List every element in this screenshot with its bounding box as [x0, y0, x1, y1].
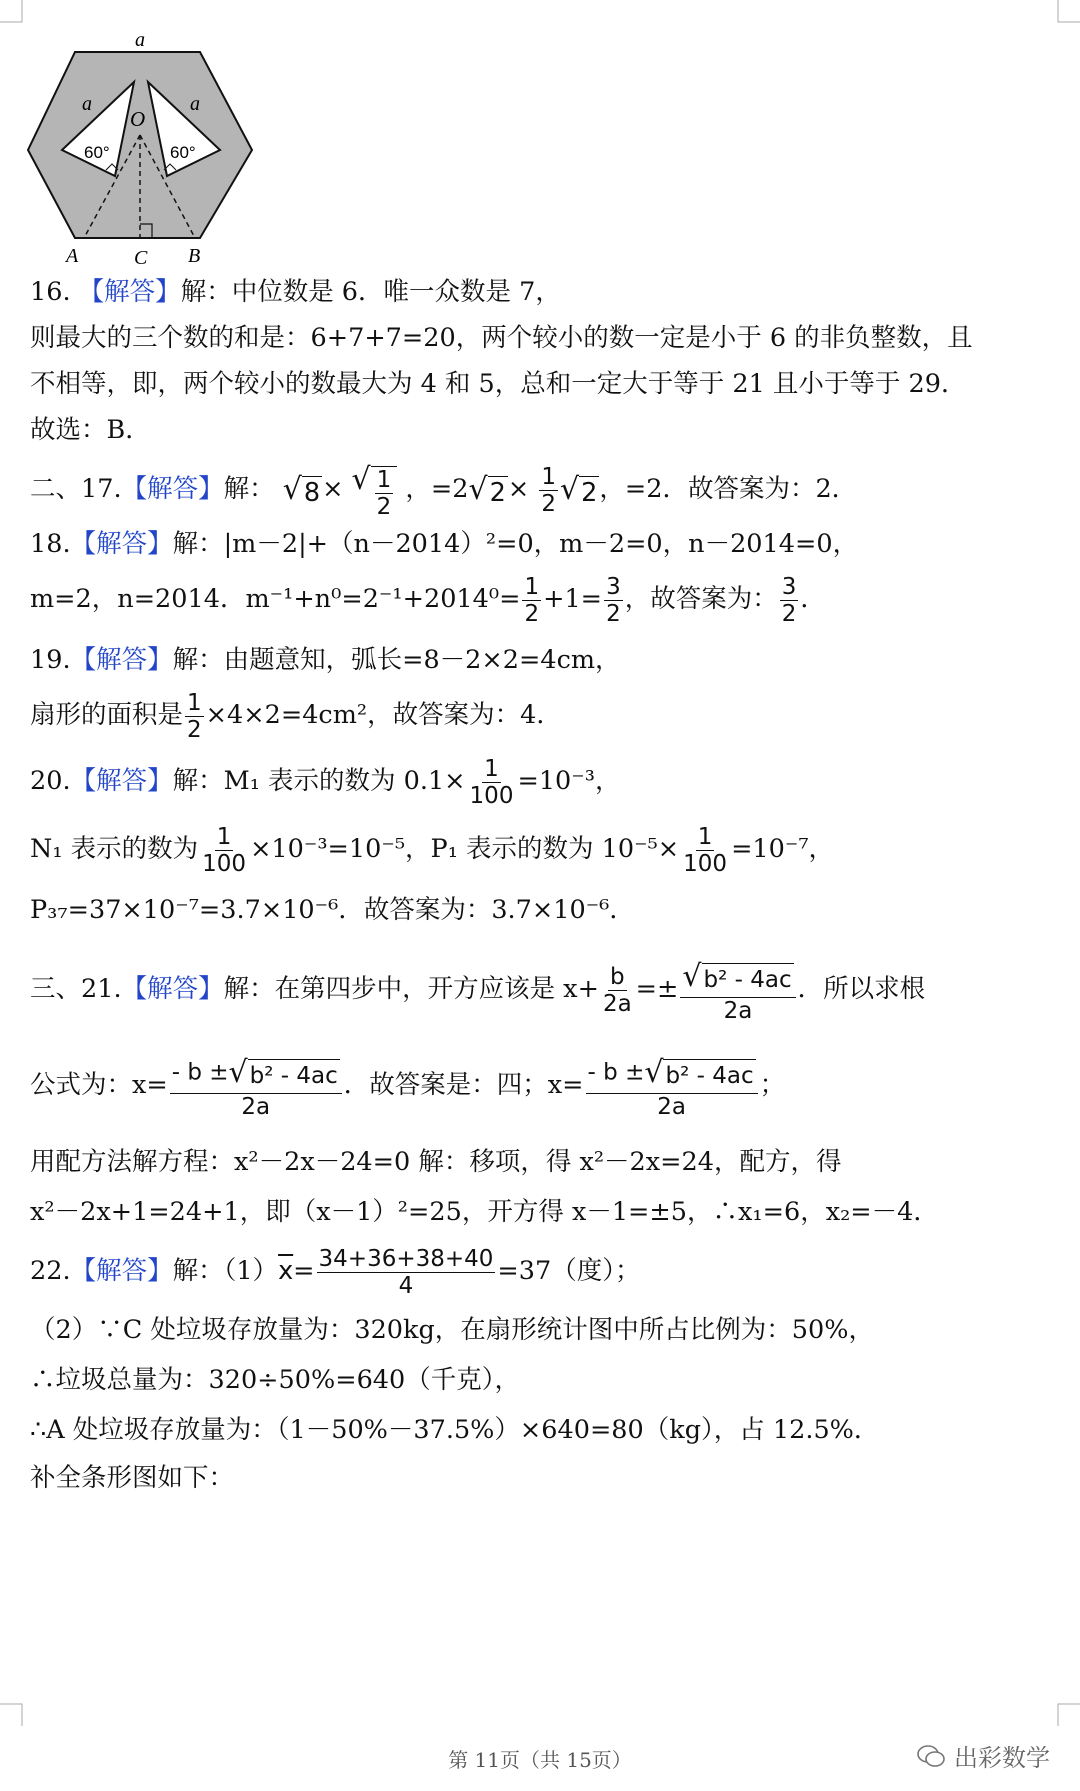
watermark-text: 出彩数学	[954, 1744, 1050, 1772]
crop-mark-bottom-right	[1054, 1700, 1080, 1726]
q20-line2: N₁ 表示的数为 $\frac{1}{100}$ ×10⁻³=10⁻⁵，P₁ 表示的数为 10⁻⁵× $\frac{1}{100}$ =10⁻⁷，	[30, 823, 835, 877]
label-o: O	[130, 107, 146, 131]
wechat-icon	[916, 1743, 946, 1769]
label-B: B	[188, 245, 201, 267]
label-C: C	[134, 247, 148, 269]
crop-mark-top-right	[1054, 0, 1080, 26]
q16-line3: 不相等，即，两个较小的数最大为 4 和 5，总和一定大于等于 21 且小于等于 29．	[30, 369, 967, 399]
q17-line: 二、17.【解答】解： √ 8 × √ $\frac{1}{2}$ ，=2 √ 2 × $\frac{1}{2}$ √ 2 ，=2．故答案为：2．	[30, 462, 858, 520]
q18-line2: m=2，n=2014．m⁻¹+n⁰=2⁻¹+2014⁰= $\frac{1}{2}$ +1= $\frac{3}{2}$ ，故答案为： $\frac{3}{2}$ ．	[30, 573, 826, 627]
q21-line3: 用配方法解方程：x²－2x－24=0 解：移项，得 x²－2x=24，配方，得	[30, 1147, 842, 1177]
crop-mark-top-left	[0, 0, 26, 26]
q20-line1: 20.【解答】解：M₁ 表示的数为 0.1× $\frac{1}{100}$ =10⁻³，	[30, 755, 621, 809]
label-A: A	[66, 245, 79, 267]
q22-line3: ∴垃圾总量为：320÷50%=640（千克），	[30, 1365, 521, 1395]
label-a-right: a	[190, 93, 200, 115]
q16-line1: 16. 【解答】解：中位数是 6．唯一众数是 7，	[30, 277, 561, 307]
label-angle-left: 60°	[84, 143, 110, 162]
q18-line1: 18.【解答】解：|m－2|+（n－2014）²=0，m－2=0，n－2014=0，	[30, 529, 859, 559]
q19-line1: 19.【解答】解：由题意知，弧长=8－2×2=4cm，	[30, 645, 621, 675]
q21-line4: x²－2x+1=24+1，即（x－1）²=25，开方得 x－1=±5，∴x₁=6，x₂=－4．	[30, 1197, 939, 1227]
label-a-top: a	[135, 30, 145, 51]
q21-line1: 三、21.【解答】解：在第四步中，开方应该是 x+ $\frac{b}{2a}$ =± √ b² - 4ac 2a ．所以求根	[30, 958, 926, 1024]
q22-line2: （2）∵C 处垃圾存放量为：320kg，在扇形统计图中所占比例为：50%，	[30, 1315, 874, 1345]
q21-line2: 公式为：x= - b ± √ b² - 4ac 2a ．故答案是：四；x= - b ± √ b² - 4ac 2a ；	[30, 1054, 786, 1120]
label-angle-right: 60°	[170, 143, 196, 162]
label-a-left: a	[82, 93, 92, 115]
q22-line1: 22.【解答】解：$(1)\overline{x}=$ $\frac{34+36+38+40}{4}$ =37（度）；	[30, 1245, 641, 1299]
q20-line3: P₃₇=37×10⁻⁷=3.7×10⁻⁶．故答案为：3.7×10⁻⁶．	[30, 895, 635, 925]
q22-line5: 补全条形图如下：	[30, 1463, 235, 1493]
q22-line4: ∴A 处垃圾存放量为：（1－50%－37.5%）×640=80（kg），占 12.5%．	[30, 1415, 880, 1445]
watermark	[916, 1738, 1050, 1773]
q16-line2: 则最大的三个数的和是：6+7+7=20，两个较小的数一定是小于 6 的非负整数，且	[30, 323, 973, 353]
page-footer: 第 11页（共 15页）	[448, 1748, 632, 1772]
crop-mark-bottom-left	[0, 1700, 26, 1726]
q19-line2: 扇形的面积是 $\frac{1}{2}$ ×4×2=4cm²，故答案为：4．	[30, 689, 562, 743]
q16-line4: 故选：B．	[30, 415, 151, 445]
hexagon-figure	[20, 30, 260, 270]
